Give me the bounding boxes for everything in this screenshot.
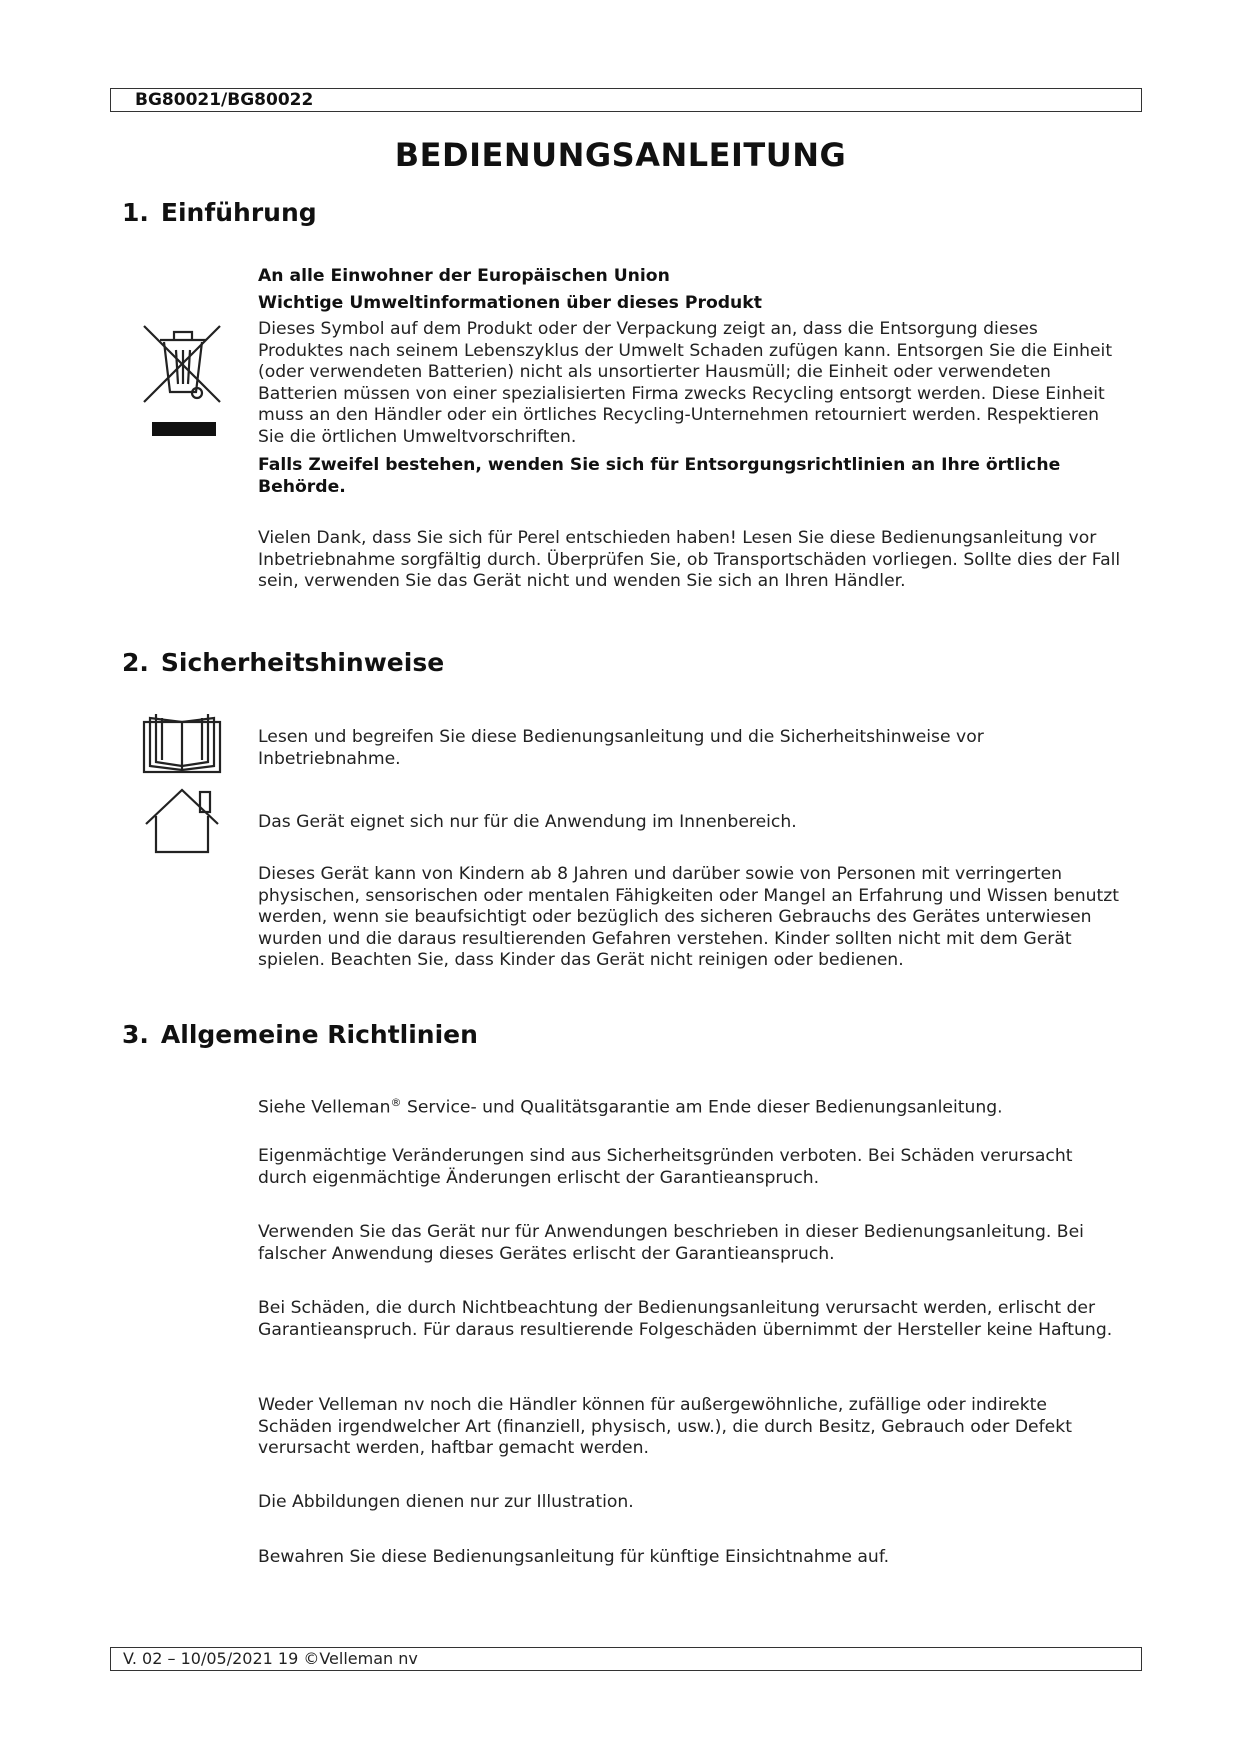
footer-version-text: V. 02 – 10/05/2021 19 ©Velleman nv (123, 1649, 418, 1668)
guideline-paragraph: Bewahren Sie diese Bedienungsanleitung für künftige Einsichtnahme auf. (258, 1547, 890, 1567)
guideline-paragraph: Eigenmächtige Veränderungen sind aus Sicherheitsgründen verboten. Bei Schäden verursacht durch eigenmächtige Änderungen erlischt der Garantieanspruch. (258, 1146, 1073, 1188)
section-title: Einführung (160, 198, 317, 227)
section-number: 2. (122, 648, 149, 677)
document-title: BEDIENUNGSANLEITUNG (394, 136, 847, 174)
guideline-paragraph: Verwenden Sie das Gerät nur für Anwendungen beschrieben in dieser Bedienungsanleitung. Bei falscher Anwendung dieses Gerätes erlischt der Garantieanspruch. (258, 1222, 1084, 1264)
guideline-paragraph: Die Abbildungen dienen nur zur Illustration. (258, 1492, 634, 1512)
children-safety-text: Dieses Gerät kann von Kindern ab 8 Jahren und darüber sowie von Personen mit verringerten physischen, sensorischen oder mentalen Fähigkeiten oder Mangel an Erfahrung und Wissen benutzt werden, wenn sie beaufsichtigt oder bezüglich des sicheren Gebrauchs des Gerätes unterwiesen wurden und die daraus resultierenden Gefahren verstehen. Kinder sollten nicht mit dem Gerät spielen. Beachten Sie, dass Kinder das Gerät nicht reinigen oder bedienen. (258, 864, 1120, 971)
section-heading-safety (122, 648, 444, 677)
section-number: 1. (122, 198, 149, 227)
warranty-pre: Siehe Velleman (258, 1097, 391, 1118)
section-title: Allgemeine Richtlinien (160, 1020, 478, 1049)
warranty-post: Service- und Qualitätsgarantie am Ende dieser Bedienungsanleitung. (401, 1097, 1003, 1118)
environment-info-text: Dieses Symbol auf dem Produkt oder der Verpackung zeigt an, dass die Entsorgung dieses Produktes nach seinem Lebenszyklus der Umwelt Schaden zufügen kann. Entsorgen Sie die Einheit (oder verwendeten Batterien) nicht als unsortierter Hausmüll; die Einheit oder verwendeten Batterien müssen von einer spezialisierten Firma zwecks Recycling entsorgt werden. Diese Einheit muss an den Händler oder ein örtliches Recycling-Unternehmen retourniert werden. Respektieren Sie die örtlichen Umweltvorschriften. (258, 319, 1113, 447)
disposal-doubt-text: Falls Zweifel bestehen, wenden Sie sich für Entsorgungsrichtlinien an Ihre örtliche Behörde. (258, 455, 1061, 497)
thank-you-text: Vielen Dank, dass Sie sich für Perel entschieden haben! Lesen Sie diese Bedienungsanleitung vor Inbetriebnahme sorgfältig durch. Überprüfen Sie, ob Transportschäden vorliegen. Sollte dies der Fall sein, verwenden Sie das Gerät nicht und wenden Sie sich an Ihren Händler. (258, 528, 1121, 592)
model-number: BG80021/BG80022 (135, 90, 314, 110)
header-model-bar (110, 88, 1142, 112)
section-number: 3. (122, 1020, 149, 1049)
indoor-use-text: Das Gerät eignet sich nur für die Anwendung im Innenbereich. (258, 812, 797, 832)
section-heading-general-guidelines (122, 1020, 478, 1049)
warranty-text (258, 1092, 1126, 1119)
manual-book-icon (142, 712, 222, 774)
weee-bin-icon (142, 322, 224, 440)
indoor-house-icon (142, 786, 222, 854)
environment-info-heading: Wichtige Umweltinformationen über dieses Produkt (258, 293, 762, 313)
guideline-paragraph: Bei Schäden, die durch Nichtbeachtung der Bedienungsanleitung verursacht werden, erlischt der Garantieanspruch. Für daraus resultierende Folgeschäden übernimmt der Hersteller keine Haftung. (258, 1298, 1113, 1340)
guideline-paragraph: Weder Velleman nv noch die Händler können für außergewöhnliche, zufällige oder indirekte Schäden irgendwelcher Art (finanziell, physisch, usw.), die durch Besitz, Gebrauch oder Defekt verursacht werden, haftbar gemacht werden. (258, 1395, 1072, 1459)
registered-mark: ® (390, 1096, 402, 1109)
section-title: Sicherheitshinweise (160, 648, 445, 677)
eu-residents-heading: An alle Einwohner der Europäischen Union (258, 266, 670, 286)
read-manual-text: Lesen und begreifen Sie diese Bedienungsanleitung und die Sicherheitshinweise vor Inbetriebnahme. (258, 727, 984, 769)
footer-bar (110, 1647, 1142, 1671)
section-heading-introduction (122, 198, 317, 227)
